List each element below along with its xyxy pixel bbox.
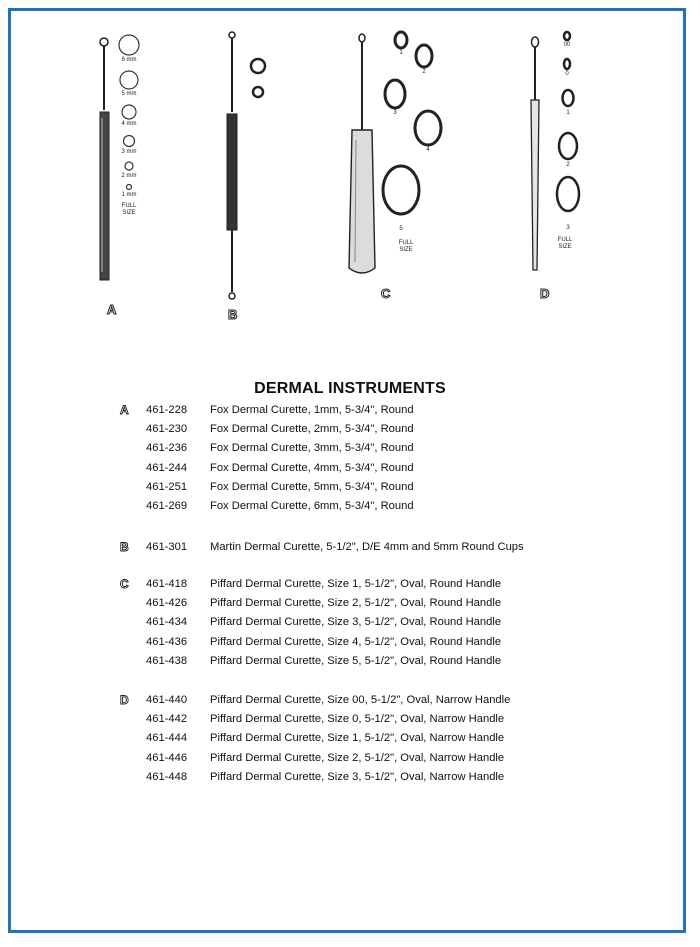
product-group-b: [0, 538, 700, 557]
product-description: Piffard Dermal Curette, Size 1, 5-1/2", Oval, Round Handle: [210, 578, 502, 590]
product-row: [0, 613, 700, 632]
piffard-oval-cups-c: [383, 32, 441, 214]
size-caption-c-4: 5: [399, 226, 403, 232]
instrument-a-drawing: [100, 38, 109, 280]
product-description: Fox Dermal Curette, 3mm, 5-3/4", Round: [210, 442, 414, 455]
group-letter: C: [120, 577, 129, 591]
size-caption-d-3: 2: [566, 162, 570, 168]
product-code: 461-442: [146, 713, 188, 726]
product-code: 461-244: [146, 461, 188, 474]
product-row: [0, 594, 700, 613]
product-code: 461-230: [146, 423, 188, 436]
page-title: DERMAL INSTRUMENTS: [254, 380, 446, 397]
product-code: 461-418: [146, 578, 188, 590]
instrument-c-drawing: [349, 34, 375, 273]
product-row: [0, 749, 700, 768]
size-caption-a-3: 3 mm: [121, 149, 137, 155]
size-caption-a-2: 4 mm: [121, 121, 137, 127]
size-caption-c-1: 2: [422, 69, 426, 75]
full-size-note-c-line2: SIZE: [399, 247, 413, 253]
group-letter: A: [120, 403, 129, 417]
product-row: [0, 459, 700, 478]
size-caption-c-0: 1: [399, 50, 403, 56]
product-row: [0, 691, 700, 710]
product-code: 461-444: [146, 732, 188, 745]
product-description: Fox Dermal Curette, 4mm, 5-3/4", Round: [210, 461, 414, 474]
product-description: Piffard Dermal Curette, Size 5, 5-1/2", Oval, Round Handle: [210, 654, 502, 667]
figure-label-b: B: [228, 307, 238, 322]
group-letter: B: [120, 540, 129, 554]
product-code: 461-426: [146, 597, 188, 610]
product-code: 461-440: [146, 694, 188, 706]
product-group-d: [0, 691, 700, 787]
product-row: [0, 401, 700, 420]
product-description: Piffard Dermal Curette, Size 2, 5-1/2", Oval, Round Handle: [210, 597, 502, 610]
product-code: 461-438: [146, 654, 188, 667]
product-description: Fox Dermal Curette, 6mm, 5-3/4", Round: [210, 499, 414, 512]
full-size-note-a-line1: FULL: [121, 203, 137, 209]
instrument-illustrations: [0, 0, 700, 340]
product-description: Piffard Dermal Curette, Size 3, 5-1/2", Oval, Narrow Handle: [210, 770, 505, 783]
full-size-note-d-line1: FULL: [557, 237, 573, 243]
product-row: [0, 439, 700, 458]
product-row: [0, 538, 700, 557]
instrument-d-drawing: [531, 37, 539, 270]
figure-label-c: C: [381, 286, 391, 301]
product-code: 461-251: [146, 480, 188, 493]
full-size-note-d-line2: SIZE: [558, 244, 572, 250]
product-description: Fox Dermal Curette, 5mm, 5-3/4", Round: [210, 480, 414, 493]
product-description: Piffard Dermal Curette, Size 1, 5-1/2", Oval, Narrow Handle: [210, 732, 505, 745]
product-description: Fox Dermal Curette, 1mm, 5-3/4", Round: [210, 404, 414, 416]
size-caption-a-5: 1 mm: [121, 192, 137, 198]
instrument-b-drawing: [227, 32, 265, 299]
product-row: [0, 710, 700, 729]
product-row: [0, 768, 700, 787]
size-caption-d-2: 1: [566, 110, 570, 116]
size-caption-c-3: 4: [426, 147, 430, 153]
product-code: 461-228: [146, 404, 188, 416]
product-description: Piffard Dermal Curette, Size 0, 5-1/2", Oval, Narrow Handle: [210, 713, 505, 726]
product-group-a: [0, 401, 700, 516]
product-row: [0, 478, 700, 497]
size-caption-c-2: 3: [393, 110, 397, 116]
product-code: 461-269: [146, 499, 188, 512]
product-row: [0, 729, 700, 748]
product-description: Piffard Dermal Curette, Size 00, 5-1/2", Oval, Narrow Handle: [210, 694, 511, 706]
size-caption-d-1: 0: [565, 71, 569, 77]
full-size-note-a-line2: SIZE: [122, 210, 136, 216]
size-caption-a-1: 5 mm: [121, 91, 137, 97]
figure-label-a: A: [107, 302, 117, 317]
piffard-oval-cups-d: [557, 32, 579, 211]
product-row: [0, 652, 700, 671]
full-size-note-c-line1: FULL: [398, 240, 414, 246]
product-description: Martin Dermal Curette, 5-1/2", D/E 4mm and 5mm Round Cups: [210, 541, 524, 553]
product-row: [0, 633, 700, 652]
size-caption-a-0: 6 mm: [121, 57, 137, 63]
product-code: 461-434: [146, 616, 188, 629]
size-caption-d-0: 00: [563, 42, 571, 48]
group-letter: D: [120, 693, 129, 707]
product-code: 461-236: [146, 442, 188, 455]
product-code: 461-446: [146, 751, 188, 764]
product-code: 461-436: [146, 635, 188, 648]
product-description: Piffard Dermal Curette, Size 2, 5-1/2", Oval, Narrow Handle: [210, 751, 505, 764]
product-row: [0, 575, 700, 594]
size-caption-d-4: 3: [566, 225, 570, 231]
product-code: 461-301: [146, 541, 188, 553]
product-description: Piffard Dermal Curette, Size 4, 5-1/2", Oval, Round Handle: [210, 635, 502, 648]
product-description: Fox Dermal Curette, 2mm, 5-3/4", Round: [210, 423, 414, 436]
size-caption-a-4: 2 mm: [121, 173, 137, 179]
product-row: [0, 497, 700, 516]
product-row: [0, 420, 700, 439]
product-code: 461-448: [146, 770, 188, 783]
product-group-c: [0, 575, 700, 671]
product-description: Piffard Dermal Curette, Size 3, 5-1/2", Oval, Round Handle: [210, 616, 502, 629]
figure-label-d: D: [540, 286, 550, 301]
